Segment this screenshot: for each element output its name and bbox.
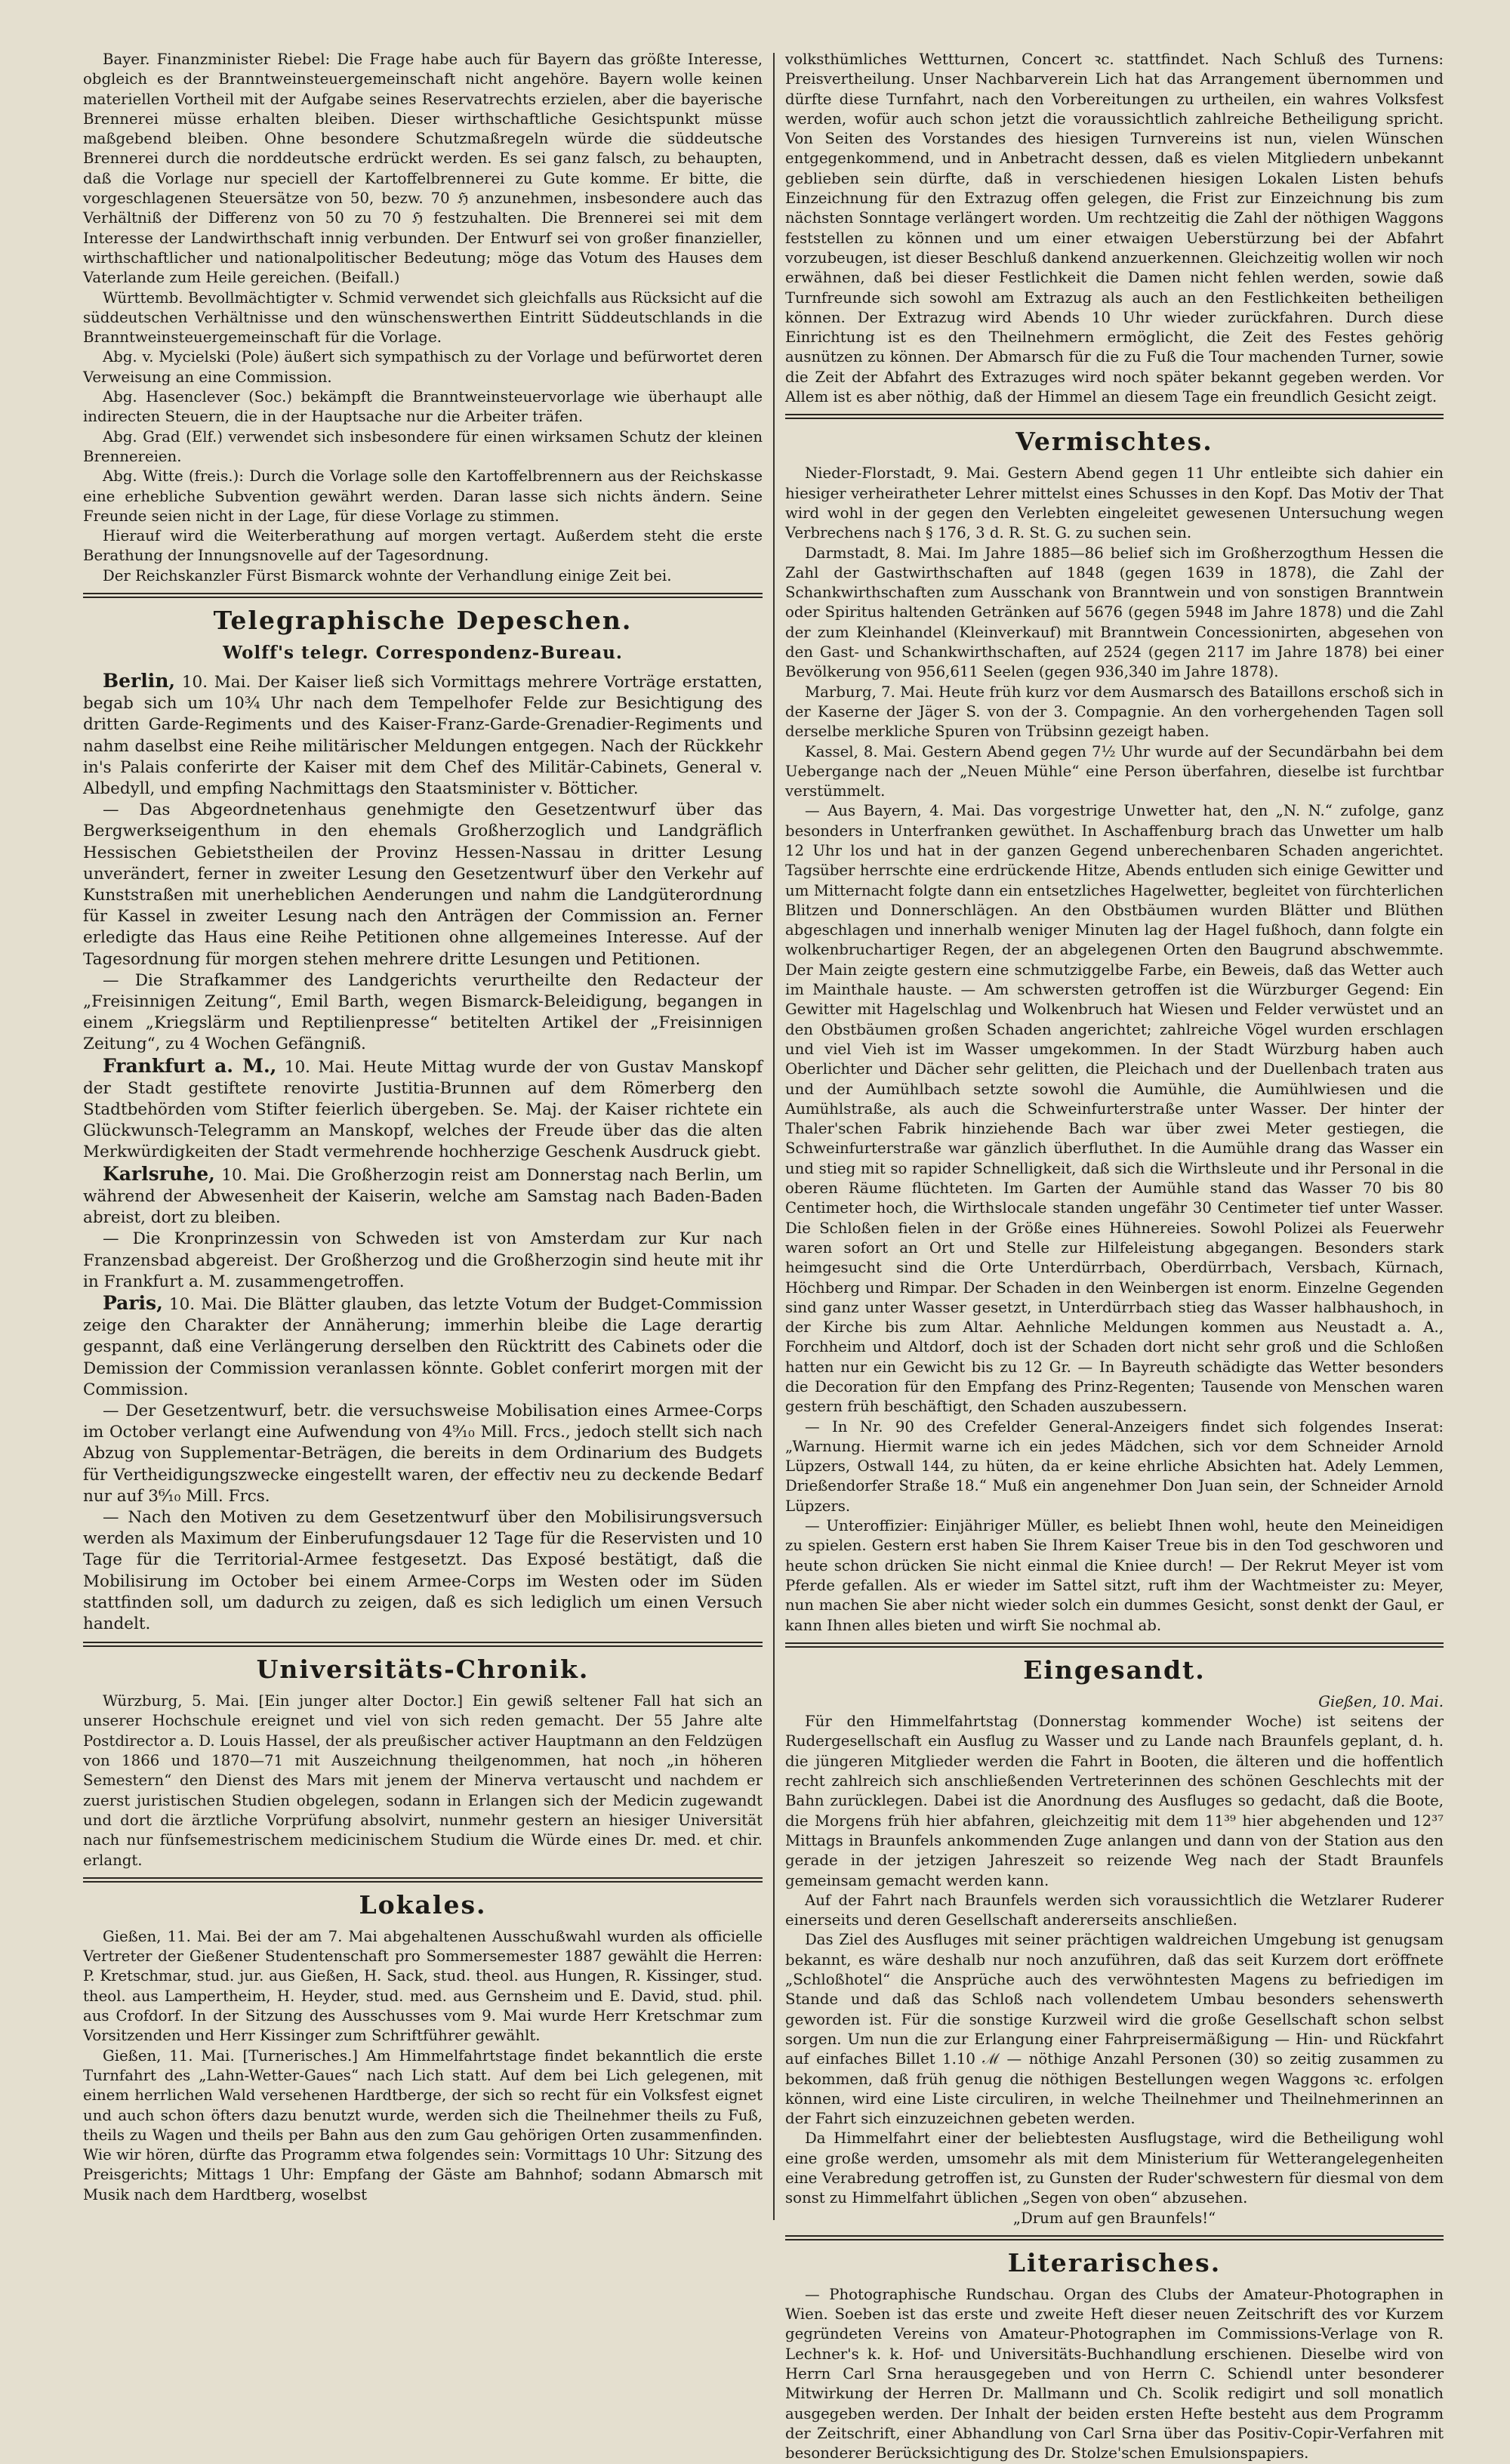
article-paragraph: Hierauf wird die Weiterberathung auf morgen vertagt. Außerdem steht die erste Berathung der Innungsnovelle auf der Tagesordnung. <box>83 527 763 565</box>
article-paragraph: Abg. Witte (freis.): Durch die Vorlage solle den Kartoffelbrennern aus der Reichskasse eine erhebliche Subvention gewährt werden. Daran lasse sich nichts ändern. Seine Freunde seien nicht in der Lage, für diese Vorlage zu stimmen. <box>83 467 763 525</box>
dispatch-text: — Das Abgeordnetenhaus genehmigte den Gesetzentwurf über das Bergwerkseigenthum in den ehemals Großherzoglich und Landgräflich Hessischen Gebietstheilen der Provinz Hessen-Nassau in dritter Lesung unverändert, ferner in zweiter Lesung den Gesetzentwurf über den Verkehr auf Kunststraßen mit unerheblichen Aenderungen und nahm die Landgüterordnung für Kassel in zweiter Lesung nach den Anträgen der Commission an. Ferner erledigte das Haus eine Reihe Petitionen ohne allgemeines Interesse. Auf der Tagesordnung für morgen stehen mehrere dritte Lesungen und Petitionen. <box>83 800 763 969</box>
article-paragraph: Für den Himmelfahrtstag (Donnerstag kommender Woche) ist seitens der Rudergesellschaft ein Ausflug zu Wasser und zu Lande nach Braunfels geplant, d. h. die jüngeren Mitglieder werden die Fahrt in Booten, die älteren und die hoffentlich recht zahlreich sich anschließenden Vertreterinnen des schönen Geschlechts mit der Bahn zurücklegen. Dabei ist die Anordnung des Ausfluges so gedacht, daß die Boote, die Morgens früh hier abfahren, gleichzeitig mit dem 11³⁹ hier abgehenden und 12³⁷ Mittags in Braunfels ankommenden Zuge anlangen und dann von der Station aus den gerade in der jetzigen Jahreszeit so reizende Weg nach der Stadt Braunfels gemeinsam gemacht werden kann. <box>785 1713 1444 1889</box>
dispatch-text: — Die Kronprinzessin von Schweden ist von Amsterdam zur Kur nach Franzensbad abgereist. Der Großherzog und die Großherzogin sind heute mit ihr in Frankfurt a. M. zusammengetroffen. <box>83 1229 763 1291</box>
article-paragraph: Darmstadt, 8. Mai. Im Jahre 1885—86 belief sich im Großherzogthum Hessen die Zahl der Gastwirthschaften auf 1848 (gegen 1639 in 1878), die Zahl der Schankwirthschaften zum Ausschank von Branntwein und von sonstigen Branntwein oder Spiritus haltenden Getränken auf 5676 (gegen 5948 im Jahre 1878) und die Zahl der zum Kleinhandel (Kleinverkauf) mit Branntwein Concessionirten, abgesehen von den Gast- und Schankwirthschaften, auf 2524 (gegen 2117 im Jahre 1878) bei einer Bevölkerung von 956,611 Seelen (gegen 936,340 im Jahre 1878). <box>785 544 1444 681</box>
article-paragraph: volksthümliches Wettturnen, Concert ꝛc. stattfindet. Nach Schluß des Turnens: Preisvertheilung. Unser Nachbarverein Lich hat das Arrangement übernommen und dürfte diese Turnfahrt, nach den Vorbereitungen zu urtheilen, ein wahres Volksfest werden, wofür auch schon jetzt die voraussichtlich zahlreiche Betheiligung spricht. Von Seiten des Vorstandes des hiesigen Turnvereins ist nun, vielen Wünschen entgegenkommend, und in Anbetracht dessen, daß es vielen Mitgliedern unbekannt geblieben sein dürfte, daß in verschiedenen hiesigen Lokalen Listen behufs Einzeichnung für den Extrazug offen gelegen, die Frist zur Einzeichnung bis zum nächsten Sonntage verlängert worden. Um rechtzeitig die Zahl der nöthigen Waggons feststellen zu können und um einer etwaigen Ueberstürzung bei der Abfahrt vorzubeugen, ist dieser Beschluß dankend anzuerkennen. Gleichzeitig wollen wir noch erwähnen, daß bei dieser Festlichkeit die Damen nicht fehlen werden, sowie daß Turnfreunde sich sowohl am Extrazug als auch an den Festlichkeiten betheiligen können. Der Extrazug wird Abends 10 Uhr wieder zurückfahren. Durch diese Einrichtung ist es den Theilnehmern ermöglicht, die Zeit des Festes gehörig ausnützen zu können. Der Abmarsch für die zu Fuß die Tour machenden Turner, sowie die Zeit der Abfahrt des Extrazuges wird noch später bekannt gegeben werden. Vor Allem ist es aber nöthig, daß der Himmel an diesem Tage ein freundlich Gesicht zeigt. <box>785 51 1444 406</box>
article-paragraph: Württemb. Bevollmächtigter v. Schmid verwendet sich gleichfalls aus Rücksicht auf die süddeutschen Verhältnisse und den wünschenswerthen Eintritt Süddeutschlands in die Branntweinsteuergemeinschaft für die Vorlage. <box>83 288 763 347</box>
dispatch-city: Frankfurt a. M., <box>103 1054 277 1077</box>
dispatch <box>83 671 763 800</box>
column-divider <box>773 53 775 2220</box>
dispatch <box>83 1056 763 1164</box>
article-paragraph: Abg. Hasenclever (Soc.) bekämpft die Branntweinsteuervorlage wie überhaupt alle indirecten Steuern, die in der Hauptsache nur die Arbeiter träfen. <box>83 388 763 426</box>
dispatch <box>83 1293 763 1401</box>
article-paragraph: Abg. Grad (Elf.) verwendet sich insbesondere für einen wirksamen Schutz der kleinen Brennereien. <box>83 427 763 465</box>
article-paragraph: Der Reichskanzler Fürst Bismarck wohnte der Verhandlung einige Zeit bei. <box>103 566 672 584</box>
dispatch <box>83 1229 763 1293</box>
dispatch-text: 10. Mai. Die Großherzogin reist am Donnerstag nach Berlin, um während der Abwesenheit der Kaiserin, welche am Samstag nach Baden-Baden abreist, dort zu bleiben. <box>83 1165 763 1228</box>
section-title-telegraph: Telegraphische Depeschen. <box>213 606 633 636</box>
dispatch-text: — Der Gesetzentwurf, betr. die versuchsweise Mobilisation eines Armee-Corps im October verlangt eine Aufwendung von 4⁹⁄₁₀ Mill. Frcs., jedoch stellt sich nach Abzug von Supplementar-Beträgen, die bereits in dem Ordinarium des Budgets für Vertheidigungszwecke eingestellt waren, der effectiv neu zu deckende Bedarf nur auf 3⁶⁄₁₀ Mill. Frcs. <box>83 1401 763 1506</box>
left-column <box>83 50 763 2225</box>
article-paragraph: Das Ziel des Ausfluges mit seiner prächtigen waldreichen Umgebung ist genugsam bekannt, es wäre deshalb nur noch anzuführen, daß das seit Kurzem dort eröffnete „Schloßhotel“ die Ansprüche auch des verwöhntesten Magens zu befriedigen im Stande und daß das Schloß nach vollendetem Umbau besonders sehenswerth geworden ist. Für die sonstige Kurzweil wird die große Gesellschaft schon selbst sorgen. Um nun die zur Erlangung einer Fahrpreisermäßigung — Hin- und Rückfahrt auf einfaches Billet 1.10 ℳ — nöthige Anzahl Personen (30) so zeitig zusammen zu bekommen, daß früh genug die nöthigen Bestellungen wegen Waggons ꝛc. erfolgen können, wird eine Liste circuliren, in welche Theilnehmer und Theilnehmerinnen an der Fahrt sich einzuzeichnen gebeten werden. <box>785 1931 1444 2128</box>
dispatch <box>83 970 763 1056</box>
dispatch-text: 10. Mai. Heute Mittag wurde der von Gustav Manskopf der Stadt gestiftete renovirte Justitia-Brunnen auf dem Römerberg den Stadtbehörden vom Stifter feierlich übergeben. Se. Maj. der Kaiser richtete ein Glückwunsch-Telegramm an Manskopf, welches der Freude über das die alten Merkwürdigkeiten der Stadt vermehrende hochherzige Geschenk Ausdruck giebt. <box>83 1057 763 1162</box>
section-divider <box>785 2235 1444 2240</box>
article-paragraph: Kassel, 8. Mai. Gestern Abend gegen 7½ Uhr wurde auf der Secundärbahn bei dem Uebergange nach der „Neuen Mühle“ eine Person überfahren, dieselbe ist furchtbar verstümmelt. <box>785 742 1444 800</box>
article-paragraph: — Aus Bayern, 4. Mai. Das vorgestrige Unwetter hat, den „N. N.“ zufolge, ganz besonders in Unterfranken gewüthet. In Aschaffenburg brach das Unwetter um halb 12 Uhr los und hat in der ganzen Gegend unberechenbaren Schaden angerichtet. Tagsüber herrschte eine erdrückende Hitze, Abends entluden sich einige Gewitter und um Mitternacht folgte dann ein entsetzliches Hagelwetter, begleitet von fürchterlichen Blitzen und Donnerschlägen. An den Obstbäumen wurden Blätter und Blüthen abgeschlagen und innerhalb weniger Minuten lag der Hagel fußhoch, dann folgte ein wolkenbruchartiger Regen, der an abgelegenen Orten den Baugrund abschwemmte. Der Main zeigte gestern eine schmutziggelbe Farbe, ein Beweis, daß das Wetter auch im Mainthale hauste. — Am schwersten getroffen ist die Würzburger Gegend: Ein Gewitter mit Hagelschlag und Wolkenbruch hat Wiesen und Felder verwüstet und an den Obstbäumen großen Schaden angerichtet; zahlreiche Vögel wurden erschlagen und viel Vieh ist im Wasser umgekommen. In der Stadt Würzburg haben auch Oberlichter und Dächer sehr gelitten, die Pleichach und der Duellenbach traten aus und der Aumühlbach setzte sowohl die Aumühle, die Aumühlwiesen und die Aumühlstraße, als auch die Schweinfurterstraße unter Wasser. Der hinter der Thaler'schen Fabrik hinziehende Bach war über zwei Meter gestiegen, die Schweinfurterstraße war gänzlich überfluthet. In die Aumühle drang das Wasser ein und stieg mit so rapider Schnelligkeit, daß sich die Wirthsleute und ihr Personal in die oberen Räume flüchteten. Im Garten der Aumühle stand das Wasser 70 bis 80 Centimeter hoch, die Wirthslocale standen ungefähr 30 Centimeter tief unter Wasser. Die Schloßen fielen in der Größe eines Hühnereies. Sowohl Polizei als Feuerwehr waren sofort an Ort und Stelle zur Hilfeleistung abgegangen. Besonders stark heimgesucht sind die Orte Unterdürrbach, Oberdürrbach, Versbach, Kürnach, Höchberg und Rimpar. Der Schaden in den Weinbergen ist enorm. Einzelne Gegenden sind ganz unter Wasser gesetzt, in Unterdürrbach stieg das Wasser halbhaushoch, in der Kirche bis zum Altar. Aehnliche Meldungen kommen aus Neustadt a. A., Forchheim und Altdorf, doch ist der Schaden dort nicht sehr groß und die Schloßen hatten nur ein Gewicht bis zu 12 Gr. — In Bayreuth schädigte das Wetter besonders die Decoration für den Empfang des Prinz-Regenten; Tausende von Menschen waren gestern früh beschäftigt, den Schaden auszubessern. <box>785 802 1444 1416</box>
dispatch-text: — Die Strafkammer des Landgerichts verurtheilte den Redacteur der „Freisinnigen Zeitung“, Emil Barth, wegen Bismarck-Beleidigung, begangen in einem „Kriegslärm und Reptilienpresse“ betitelten Artikel der „Freisinnigen Zeitung“, zu 4 Wochen Gefängniß. <box>83 970 763 1054</box>
section-divider <box>83 593 763 598</box>
article-paragraph: Marburg, 7. Mai. Heute früh kurz vor dem Ausmarsch des Bataillons erschoß sich in der Kaserne der Jäger S. von der 3. Compagnie. An den vorhergehenden Tagen soll derselbe merkliche Spuren von Trübsinn gezeigt haben. <box>785 683 1444 741</box>
section-title-university: Universitäts-Chronik. <box>256 1654 590 1685</box>
dispatch <box>83 1164 763 1229</box>
section-title-sent: Eingesandt. <box>1023 1654 1206 1685</box>
section-title-literary: Literarisches. <box>1007 2247 1222 2277</box>
closing-line: „Drum auf gen Braunfels!“ <box>1012 2209 1216 2227</box>
article-paragraph: Gießen, 11. Mai. [Turnerisches.] Am Himmelfahrtstage findet bekanntlich die erste Turnfahrt des „Lahn-Wetter-Gaues“ nach Lich statt. Auf dem bei Lich gelegenen, mit einem herrlichen Wald versehenen Hardtberge, der sich so recht für ein Volksfest eignet und auch schon öfters dazu benutzt wurde, werden sich die Theilnehmer theils zu Fuß, theils zu Wagen und theils per Bahn aus den zum Gau gehörigen Orten zusammenfinden. Wie wir hören, dürfte das Programm etwa folgendes sein: Vormittags 10 Uhr: Sitzung des Preisgerichts; Mittags 1 Uhr: Empfang der Gäste am Bahnhof; sodann Abmarsch mit Musik nach dem Hardtberg, woselbst <box>83 2046 763 2203</box>
section-title-misc: Vermischtes. <box>1015 427 1213 457</box>
article-paragraph: Würzburg, 5. Mai. [Ein junger alter Doctor.] Ein gewiß seltener Fall hat sich an unserer Hochschule ereignet und viel von sich reden gemacht. Der 55 Jahre alte Postdirector a. D. Louis Hassel, der als preußischer activer Hauptmann an den Feldzügen von 1866 und 1870—71 mit Auszeichnung theilgenommen, hat noch „in höheren Semestern“ den Dienst des Mars mit jenem der Minerva vertauscht und nachdem er zuerst juristischen Studien obgelegen, sodann in Erlangen sich der Medicin zugewandt und dort die ärztliche Vorprüfung absolvirt, nunmehr gestern an hiesiger Universität nach nur fünfsemestrischem medicinischem Studium die Würde eines Dr. med. et chir. erlangt. <box>83 1692 763 1869</box>
section-divider <box>785 1642 1444 1648</box>
article-paragraph: — Unteroffizier: Einjähriger Müller, es beliebt Ihnen wohl, heute den Meineidigen zu spielen. Gestern erst haben Sie Ihrem Kaiser Treue bis in den Tod geschworen und heute schon drücken Sie nicht einmal die Kniee durch! — Der Rekrut Meyer ist vom Pferde gefallen. Als er wieder im Sattel sitzt, ruft ihm der Wachtmeister zu: Meyer, nun machen Sie aber nicht wieder solch ein dummes Gesicht, sonst denkt der Gaul, er kann Ihnen alles bieten und wirft Sie nochmal ab. <box>785 1517 1444 1634</box>
dispatch-city: Berlin, <box>103 670 176 692</box>
dispatch <box>83 1401 763 1507</box>
article-paragraph: Bayer. Finanzminister Riebel: Die Frage habe auch für Bayern das größte Interesse, obgleich es der Branntweinsteuergemeinschaft nicht angehöre. Bayern wolle keinen materiellen Vortheil mit der Aufgabe seines Reservatrechts erzielen, aber die bayerische Brennerei müsse erhalten bleiben. Dieser wirthschaftliche Gesichtspunkt müsse maßgebend bleiben. Ohne besondere Schutzmaßregeln würde die süddeutsche Brennerei durch die norddeutsche erdrückt werden. Es sei ganz falsch, zu behaupten, daß die Vorlage nur speciell der Kartoffelbrennerei zu Gute komme. Er bitte, die vorgeschlagenen Steuersätze von 50, bezw. 70 ℌ anzunehmen, insbesondere auch das Verhältniß der Differenz von 50 zu 70 ℌ festzuhalten. Die Brennerei sei mit dem Interesse der Landwirthschaft innig verbunden. Der Entwurf sei von großer finanzieller, wirthschaftlicher und nationalpolitischer Bedeutung; möge das Votum des Hauses dem Vaterlande zum Heile gereichen. (Beifall.) <box>83 51 763 287</box>
article-paragraph: Nieder-Florstadt, 9. Mai. Gestern Abend gegen 11 Uhr entleibte sich dahier ein hiesiger verheiratheter Lehrer mittelst eines Schusses in den Kopf. Das Motiv der That wird wohl in der gegen den Verlebten eingeleitet gewesenen Untersuchung wegen Verbrechens nach § 176, 3 d. R. St. G. zu suchen sein. <box>785 464 1444 542</box>
dispatch-text: 10. Mai. Die Blätter glauben, das letzte Votum der Budget-Commission zeige den Charakter der Annäherung; immerhin bleibe die Lage derartig gespannt, daß eine Verlängerung derselben den Rücktritt des Cabinets oder die Demission der Commission veranlassen könnte. Goblet conferirt morgen mit der Commission. <box>83 1294 763 1399</box>
dispatch-text: 10. Mai. Der Kaiser ließ sich Vormittags mehrere Vorträge erstatten, begab sich um 10¾ Uhr nach dem Tempelhofer Felde zur Besichtigung des dritten Garde-Regiments und des Kaiser-Franz-Garde-Grenadier-Regiments und nahm daselbst eine Reihe militärischer Meldungen entgegen. Nach der Rückkehr in's Palais conferirte der Kaiser mit dem Chef des Militär-Cabinets, General v. Albedyll, und empfing Nachmittags den Staatsminister v. Bötticher. <box>83 673 763 799</box>
article-paragraph: Gießen, 11. Mai. Bei der am 7. Mai abgehaltenen Ausschußwahl wurden als officielle Vertreter der Gießener Studentenschaft pro Sommersemester 1887 gewählt die Herren: P. Kretschmar, stud. jur. aus Gießen, H. Sack, stud. theol. aus Hungen, R. Kissinger, stud. theol. aus Lampertheim, H. Heyder, stud. med. aus Gernsheim und E. David, stud. phil. aus Crofdorf. In der Sitzung des Ausschusses vom 9. Mai wurde Herr Kretschmar zum Vorsitzenden und Herr Kissinger zum Schriftführer gewählt. <box>83 1927 763 2045</box>
section-divider <box>83 1642 763 1647</box>
dateline: Gießen, 10. Mai. <box>1318 1692 1444 1710</box>
article-paragraph: — In Nr. 90 des Crefelder General-Anzeigers findet sich folgendes Inserat: „Warnung. Hiermit warne ich ein jedes Mädchen, sich vor dem Schneider Arnold Lüpzers, Ostwall 144, zu hüten, da er keine ehrliche Absichten hat. Adely Lemmen, Drießendorfer Straße 18.“ Muß ein angenehmer Don Juan sein, der Schneider Arnold Lüpzers. <box>785 1417 1444 1515</box>
article-paragraph: Da Himmelfahrt einer der beliebtesten Ausflugstage, wird die Betheiligung wohl eine große werden, umsomehr als mit dem Ministerium für Wetterangelegenheiten eine Verabredung getroffen ist, zu Gunsten der Ruder'schwestern für diesmal von dem sonst zu Himmelfahrt üblichen „Segen von oben“ abzusehen. <box>785 2129 1444 2207</box>
dispatch-text: — Nach den Motiven zu dem Gesetzentwurf über den Mobilisirungsversuch werden als Maximum der Einberufungsdauer 12 Tage für die Reservisten und 10 Tage für die Territorial-Armee festgesetzt. Das Exposé bestätigt, daß die Mobilisirung im October bei einem Armee-Corps im Westen oder im Süden stattfinden soll, um dadurch zu zeigen, daß es sich lediglich um einen Versuch handelt. <box>83 1507 763 1633</box>
section-divider <box>785 414 1444 419</box>
article-paragraph: Auf der Fahrt nach Braunfels werden sich voraussichtlich die Wetzlarer Ruderer einerseits und deren Gesellschaft andererseits anschließen. <box>785 1891 1444 1929</box>
dispatch <box>83 800 763 970</box>
section-subtitle-telegraph: Wolff's telegr. Correspondenz-Bureau. <box>223 643 623 664</box>
right-column <box>785 50 1444 2462</box>
article-paragraph: — Photographische Rundschau. Organ des Clubs der Amateur-Photographen in Wien. Soeben ist das erste und zweite Heft dieser neuen Zeitschrift des vor Kurzem gegründeten Vereins von Amateur-Photographen im Commissions-Verlage von R. Lechner's k. k. Hof- und Universitäts-Buchhandlung erschienen. Dieselbe wird von Herrn Carl Srna herausgegeben und von Herrn C. Schiendl unter besonderer Mitwirkung der Herren Dr. Mallmann und Ch. Scolik redigirt und soll monatlich ausgegeben werden. Der Inhalt der beiden ersten Hefte besteht aus dem Programm der Zeitschrift, einer Abhandlung von Carl Srna über das Positiv-Copir-Verfahren mit besonderer Berücksichtigung des Dr. Stolze'schen Emulsionspapiers. <box>785 2285 1444 2462</box>
dispatch-city: Paris, <box>103 1291 163 1314</box>
article-paragraph: Abg. v. Mycielski (Pole) äußert sich sympathisch zu der Vorlage und befürwortet deren Verweisung an eine Commission. <box>83 348 763 386</box>
section-divider <box>83 1877 763 1883</box>
dispatch-city: Karlsruhe, <box>103 1162 215 1185</box>
section-title-local: Lokales. <box>359 1889 487 1920</box>
dispatch <box>83 1507 763 1635</box>
